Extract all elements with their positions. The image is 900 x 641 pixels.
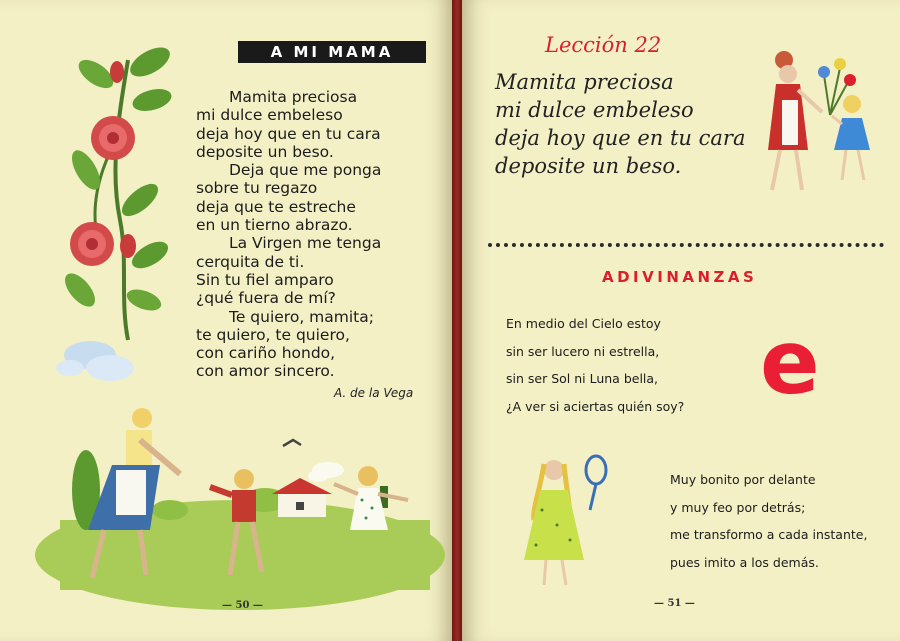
- riddle-line: pues imito a los demás.: [670, 554, 819, 570]
- page-number-left: — 50 —: [222, 600, 263, 611]
- lesson-title: Lección 22: [545, 33, 662, 57]
- riddle-answer-letter: e: [760, 311, 820, 414]
- poem-line: deposite un beso.: [196, 142, 334, 161]
- section-title: ADIVINANZAS: [602, 268, 758, 286]
- riddle-one: [506, 310, 684, 420]
- poem-line: sobre tu regazo: [196, 179, 318, 198]
- riddle-line: Muy bonito por delante: [670, 472, 816, 487]
- poem-title: A MI MAMA: [238, 41, 426, 63]
- poem-line: te quiero, te quiero,: [196, 325, 350, 344]
- cursive-line: deposite un beso.: [495, 154, 682, 178]
- riddle-line: sin ser Sol ni Luna bella,: [506, 371, 659, 386]
- poem-line: en un tierno abrazo.: [196, 216, 353, 235]
- poem-line: Deja que me ponga: [229, 161, 382, 180]
- poem-line: con cariño hondo,: [196, 344, 336, 363]
- poem-line: cerquita de ti.: [196, 252, 305, 271]
- poem-line: La Virgen me tenga: [229, 234, 382, 253]
- riddle-line: En medio del Cielo estoy: [506, 316, 661, 331]
- poem-line: con amor sincero.: [196, 362, 335, 381]
- riddle-line: me transformo a cada instante,: [670, 527, 868, 542]
- dotted-divider: [488, 243, 884, 247]
- book-gutter: [452, 0, 462, 641]
- poem-line: deja hoy que en tu cara: [196, 124, 381, 143]
- page-number-right: — 51 —: [654, 598, 695, 609]
- cursive-line: mi dulce embeleso: [495, 98, 694, 122]
- poem-line: Sin tu fiel amparo: [196, 270, 334, 289]
- riddle-line: ¿A ver si aciertas quién soy?: [506, 398, 685, 414]
- poem-author: A. de la Vega: [334, 386, 414, 400]
- poem-line: deja que te estreche: [196, 197, 356, 216]
- riddle-line: y muy feo por detrás;: [670, 499, 806, 515]
- cursive-poem: [495, 68, 745, 180]
- riddle-two: [670, 466, 867, 576]
- cursive-line: Mamita preciosa: [495, 70, 674, 94]
- cursive-line: deja hoy que en tu cara: [495, 126, 746, 150]
- poem-line: Te quiero, mamita;: [229, 307, 374, 326]
- poem-line: Mamita preciosa: [229, 88, 358, 106]
- riddle-line: sin ser lucero ni estrella,: [506, 343, 660, 359]
- poem-line: ¿qué fuera de mí?: [196, 289, 336, 308]
- poem-line: mi dulce embeleso: [196, 106, 343, 125]
